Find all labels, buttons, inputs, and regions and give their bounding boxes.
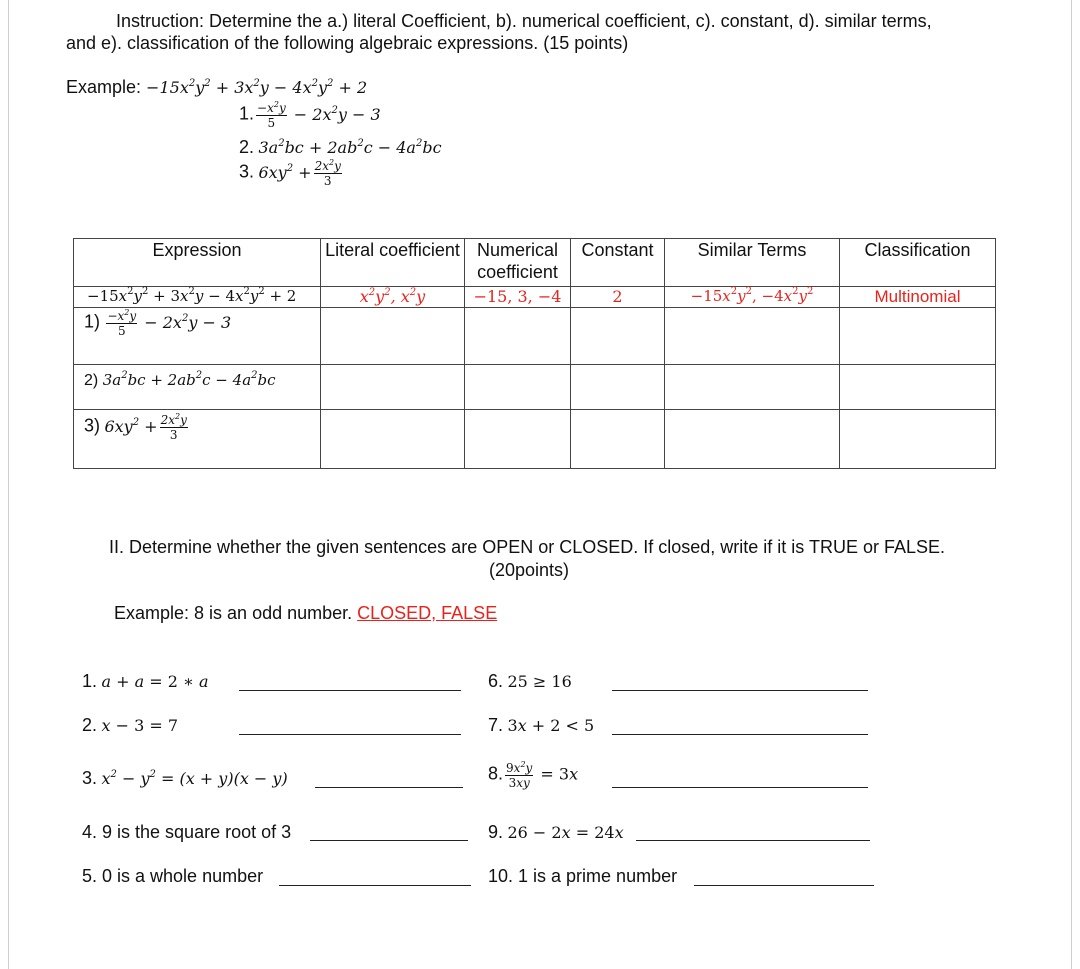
row-3-classification[interactable] [840, 410, 996, 469]
answer-line-3[interactable] [315, 787, 463, 788]
part2-item-1: 1. a + a = 2 ∗ a [82, 671, 209, 691]
part2-item-3: 3. $x^2 - y^2 = (x + y)(x - y)$ [82, 768, 288, 788]
example-similar-cell: $-15x^2y^2$, $-4x^2y^2$ [665, 287, 840, 308]
example-numerical-cell: −15, 3, −4 [465, 287, 571, 308]
row-2-constant[interactable] [571, 365, 665, 410]
row-2-classification[interactable] [840, 365, 996, 410]
part2-item-6: 6. 25 ≥ 16 [488, 671, 572, 691]
row-3-expression: 3) $6xy^2$ + $\frac{2x^2y}{3}$ [74, 410, 321, 469]
header-literal: Literal coefficient [321, 239, 465, 287]
row-1-similar[interactable] [665, 308, 840, 365]
answer-line-6[interactable] [612, 690, 868, 691]
table-example-row [74, 287, 996, 308]
part2-example: Example: 8 is an odd number. CLOSED, FALSE [114, 603, 498, 623]
part1-item-1: 1. $\frac{-x^2y}{5}$ − $2x^2y - 3$ [239, 100, 381, 130]
instruction-line-2: and e). classification of the following algebraic expressions. (15 points) [66, 33, 629, 53]
answer-line-10[interactable] [694, 885, 874, 886]
header-classification: Classification [840, 239, 996, 287]
example-constant-cell: 2 [571, 287, 665, 308]
part2-item-10: 10. 1 is a prime number [488, 866, 678, 886]
expression-table [73, 238, 996, 469]
instruction-line-1: Instruction: Determine the a.) literal Coefficient, b). numerical coefficient, c). constant, d). similar terms, [116, 11, 932, 31]
row-1-constant[interactable] [571, 308, 665, 365]
row-1-literal[interactable] [321, 308, 465, 365]
example-expression: Example: $-15x^2y^2 + 3x^2y - 4x^2y^2 + 2$ [66, 77, 368, 97]
row-1-expression: 1) $\frac{-x^2y}{5}$ − $2x^2y - 3$ [74, 308, 321, 365]
row-1-numerical[interactable] [465, 308, 571, 365]
answer-line-1[interactable] [239, 690, 461, 691]
row-3-literal[interactable] [321, 410, 465, 469]
part1-item-2: 2. $3a^2bc + 2ab^2c - 4a^2bc$ [239, 137, 442, 157]
example-classification-cell: Multinomial [840, 287, 996, 308]
part2-item-9: 9. 26 − 2x = 24x [488, 822, 624, 842]
part2-example-answer: CLOSED, FALSE [357, 603, 498, 623]
header-similar-terms: Similar Terms [665, 239, 840, 287]
header-expression: Expression [74, 239, 321, 287]
row-2-similar[interactable] [665, 365, 840, 410]
part2-item-5: 5. 0 is a whole number [82, 866, 264, 886]
example-expression-cell: $-15x^2y^2 + 3x^2y - 4x^2y^2 + 2$ [74, 287, 321, 308]
row-3-similar[interactable] [665, 410, 840, 469]
example-label: Example: [66, 77, 147, 97]
row-3-constant[interactable] [571, 410, 665, 469]
answer-line-2[interactable] [239, 734, 461, 735]
answer-line-8[interactable] [612, 787, 868, 788]
answer-line-9[interactable] [636, 840, 870, 841]
part2-instruction-line-1: II. Determine whether the given sentences are OPEN or CLOSED. If closed, write if it is TRUE or FALSE. [109, 537, 945, 557]
part2-item-7: 7. 3x + 2 < 5 [488, 715, 595, 735]
table-header-row [74, 239, 996, 287]
part2-item-2: 2. x − 3 = 7 [82, 715, 179, 735]
header-numerical: Numerical coefficient [465, 239, 571, 287]
part2-instruction-line-2: (20points) [489, 560, 570, 580]
row-1-classification[interactable] [840, 308, 996, 365]
example-literal-cell: $x^2y^2$, $x^2y$ [321, 287, 465, 308]
table-row [74, 365, 996, 410]
row-2-literal[interactable] [321, 365, 465, 410]
part2-item-8: 8. $\frac{9x^2y}{3xy}$ = 3x [488, 760, 579, 790]
part1-item-3: 3. $6xy^2$ + $\frac{2x^2y}{3}$ [239, 158, 341, 188]
table-row [74, 308, 996, 365]
header-constant: Constant [571, 239, 665, 287]
row-3-numerical[interactable] [465, 410, 571, 469]
answer-line-7[interactable] [612, 734, 868, 735]
answer-line-5[interactable] [279, 885, 471, 886]
table-row [74, 410, 996, 469]
answer-line-4[interactable] [310, 840, 468, 841]
row-2-expression: 2) $3a^2bc + 2ab^2c - 4a^2bc$ [74, 365, 321, 410]
part2-item-4: 4. 9 is the square root of 3 [82, 822, 292, 842]
row-2-numerical[interactable] [465, 365, 571, 410]
